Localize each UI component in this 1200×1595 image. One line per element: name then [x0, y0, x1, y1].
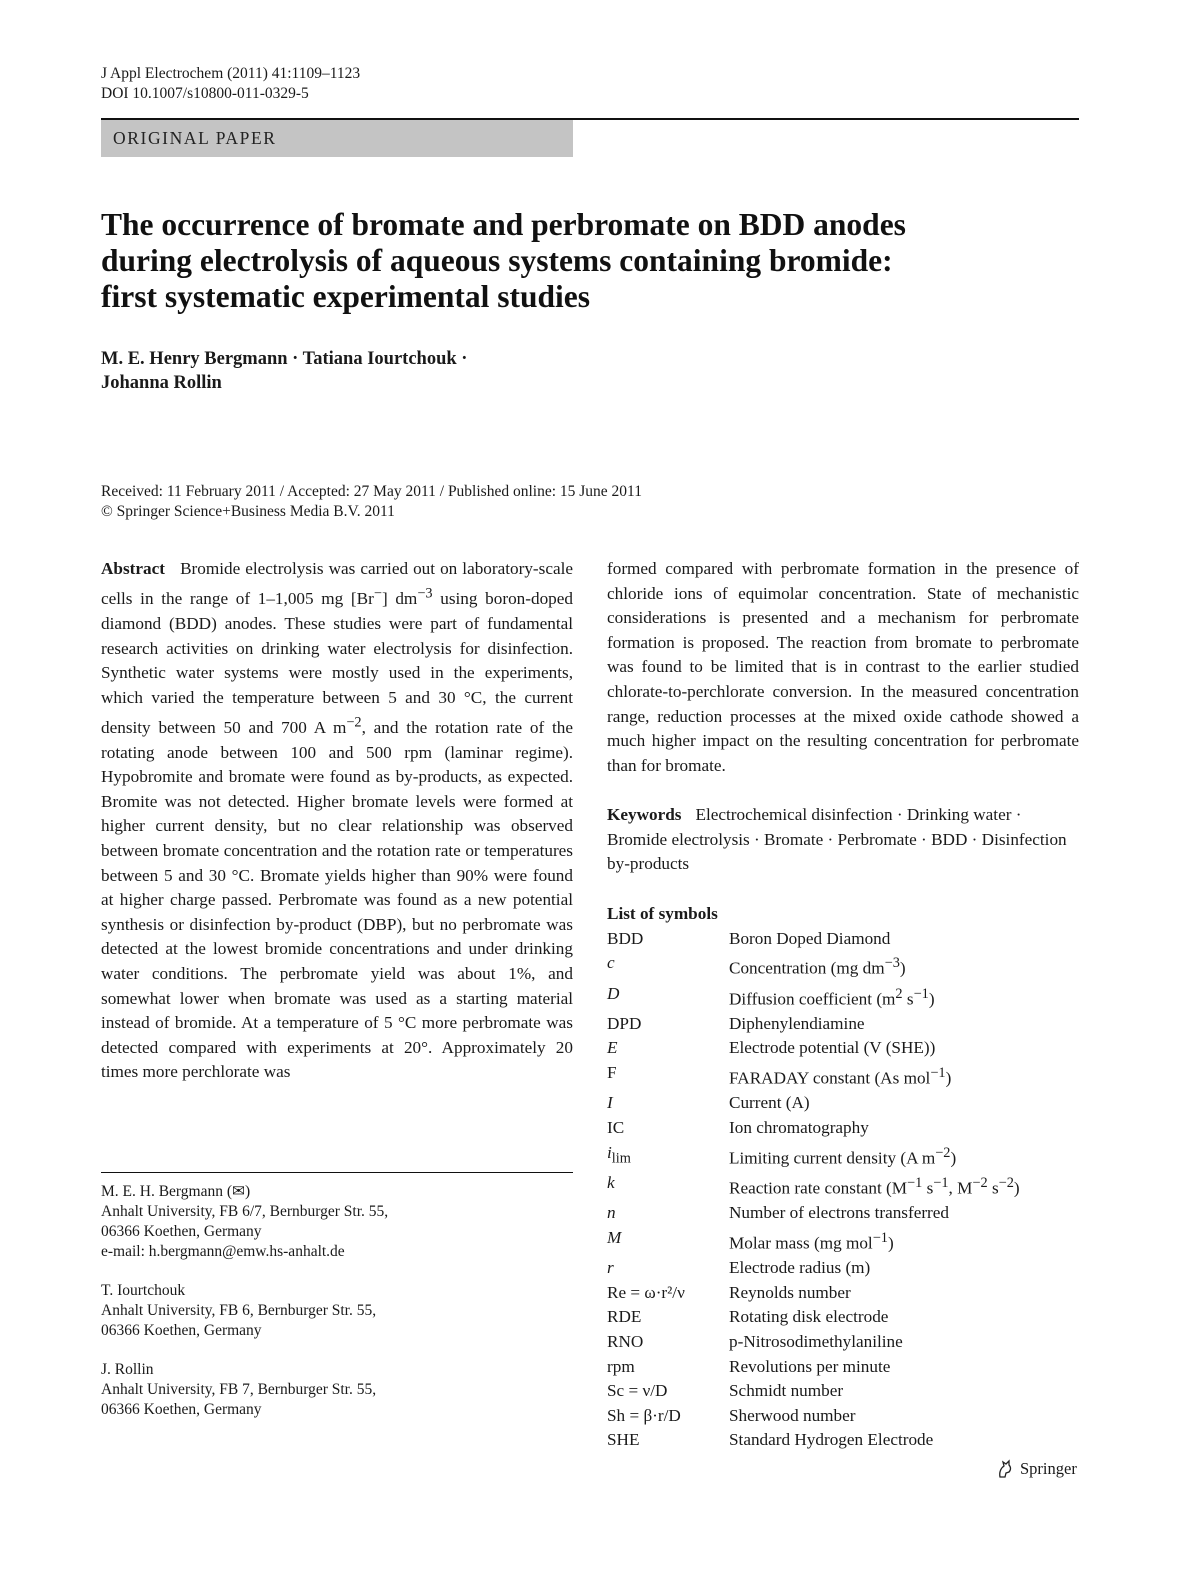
springer-horse-icon	[996, 1459, 1014, 1479]
symbol-term: RDE	[607, 1307, 642, 1327]
author-list	[101, 347, 467, 395]
affiliation-rollin	[101, 1360, 388, 1420]
article-type-banner: ORIGINAL PAPER	[101, 120, 573, 157]
affiliation-address: Anhalt University, FB 6, Bernburger Str. 55,	[101, 1302, 377, 1319]
symbol-term: rpm	[607, 1356, 635, 1376]
symbol-definition: Electrode radius (m)	[729, 1258, 871, 1278]
keywords	[607, 803, 1079, 877]
symbols-list	[607, 902, 1082, 1453]
symbol-definition: Ion chromatography	[729, 1117, 869, 1137]
abstract-left-column	[101, 557, 573, 1085]
symbols-rows	[607, 927, 1082, 1453]
symbol-row	[607, 1201, 1082, 1226]
symbol-term: D	[607, 983, 620, 1003]
symbol-definition: Standard Hydrogen Electrode	[729, 1430, 934, 1450]
symbol-term: Re = ω·r²/ν	[607, 1282, 685, 1302]
affiliation-address: 06366 Koethen, Germany	[101, 1322, 262, 1339]
symbol-definition: Number of electrons transferred	[729, 1203, 949, 1223]
dates-line: Received: 11 February 2011 / Accepted: 27 May 2011 / Published online: 15 June 2011	[101, 483, 642, 500]
symbol-row	[607, 1281, 1082, 1306]
symbol-row	[607, 1428, 1082, 1453]
symbol-row	[607, 951, 1082, 981]
symbol-row	[607, 1036, 1082, 1061]
symbol-term: RNO	[607, 1331, 644, 1351]
symbol-row	[607, 1404, 1082, 1429]
symbol-row	[607, 1256, 1082, 1281]
copyright-line: © Springer Science+Business Media B.V. 2011	[101, 503, 395, 520]
affiliation-rule	[101, 1172, 573, 1173]
symbol-row	[607, 1061, 1082, 1091]
affiliation-email[interactable]: e-mail: h.bergmann@emw.hs-anhalt.de	[101, 1243, 345, 1260]
symbol-definition: Reynolds number	[729, 1282, 851, 1302]
symbol-definition: Sherwood number	[729, 1405, 856, 1425]
symbol-row	[607, 927, 1082, 952]
symbol-row	[607, 1355, 1082, 1380]
title-line: first systematic experimental studies	[101, 279, 591, 314]
symbols-label: List of symbols	[607, 904, 718, 923]
symbol-row	[607, 1171, 1082, 1201]
symbol-term: I	[607, 1093, 613, 1113]
symbol-term: k	[607, 1172, 615, 1192]
affiliation-name: T. Iourtchouk	[101, 1282, 186, 1299]
symbol-term: SHE	[607, 1430, 640, 1450]
affiliation-address: Anhalt University, FB 6/7, Bernburger Str. 55,	[101, 1203, 389, 1220]
symbol-row	[607, 1226, 1082, 1256]
journal-reference: J Appl Electrochem (2011) 41:1109–1123	[101, 65, 361, 82]
symbol-row	[607, 1012, 1082, 1037]
affiliation-address: Anhalt University, FB 7, Bernburger Str. 55,	[101, 1381, 377, 1398]
symbol-definition: Schmidt number	[729, 1381, 844, 1401]
symbol-definition: Limiting current density (A $m^{-2}$)	[729, 1144, 957, 1168]
abstract-text: Bromide electrolysis was carried out on laboratory-scale cells in the range of 1–1,005 mg [Br−] $dm^{-3}$ using boron-doped diamond (BDD) anodes. These studies were part of fundamental research activities on drinking water electrolysis for disinfection. Synthetic water systems were mostly used in the experiments, which varied the temperature between 5 and 30 °C, the current density between 50 and 700 A $m^{-2}$, and the rotation rate of the rotating anode between 100 and 500 rpm (laminar regime). Hypobromite and bromate were found as by-products, as expected. Bromite was not detected. Higher bromate levels were formed at higher current density, but no clear relationship was observed between bromate concentration and the rotation rate or temperatures between 5 and 30 °C. Bromate yields higher than 90% were found at higher charge passed. Perbromate was found as a new potential synthesis or disinfection by-product (DBP), but no perbromate was detected at the lowest bromide concentrations and under drinking water conditions. The perbromate yield was about 1%, and somewhat lower when bromate was used as a starting material instead of bromide. At a temperature of 5 °C more perbromate was detected compared with experiments at 20°. Approximately 20 times more perchlorate was	[101, 559, 574, 1082]
author-line: Johanna Rollin	[101, 373, 222, 393]
symbol-definition: Revolutions per minute	[729, 1356, 891, 1376]
symbol-row	[607, 1305, 1082, 1330]
symbol-row	[607, 1091, 1082, 1116]
symbol-term: BDD	[607, 928, 644, 948]
affiliation-name: J. Rollin	[101, 1361, 154, 1378]
symbol-term: r	[607, 1258, 614, 1278]
title-line: during electrolysis of aqueous systems containing bromide:	[101, 243, 893, 278]
symbol-row	[607, 1141, 1082, 1171]
affiliation-iourtchouk	[101, 1281, 388, 1341]
affiliations	[101, 1182, 388, 1439]
keywords-text: Electrochemical disinfection · Drinking water · Bromide electrolysis · Bromate · Perbromate · BDD · Disinfection by-products	[607, 805, 1067, 874]
publisher-logo	[996, 1459, 1077, 1479]
symbol-definition: p-Nitrosodimethylaniline	[729, 1331, 903, 1351]
symbol-term: DPD	[607, 1013, 642, 1033]
symbol-row	[607, 1330, 1082, 1355]
symbol-definition: Diphenylendiamine	[729, 1013, 865, 1033]
symbol-row	[607, 982, 1082, 1012]
doi: DOI 10.1007/s10800-011-0329-5	[101, 85, 309, 102]
author-line: M. E. Henry Bergmann · Tatiana Iourtchouk ·	[101, 349, 468, 369]
symbol-term: c	[607, 953, 615, 973]
symbol-definition: Current (A)	[729, 1093, 810, 1113]
symbol-definition: Rotating disk electrode	[729, 1307, 889, 1327]
paper-title	[101, 207, 1081, 315]
symbol-term: $i_{lim}$	[607, 1142, 631, 1166]
publisher-name: Springer	[1020, 1459, 1077, 1478]
symbol-definition: Electrode potential (V (SHE))	[729, 1038, 936, 1058]
abstract-right-column: formed compared with perbromate formation in the presence of chloride ions of equimolar concentration. State of mechanistic considerations is presented and a mechanism for perbromate formation is proposed. The reaction from bromate to perbromate was found to be limited that is in contrast to the earlier studied chlorate-to-perchlorate conversion. In the measured concentration range, reduction processes at the mixed oxide cathode showed a much higher impact on the resulting concentration for perbromate than for bromate.	[607, 559, 1079, 775]
title-line: The occurrence of bromate and perbromate on BDD anodes	[101, 207, 906, 242]
affiliation-bergmann	[101, 1182, 388, 1262]
publication-dates	[101, 482, 642, 522]
symbol-term: M	[607, 1227, 622, 1247]
symbol-term: F	[607, 1063, 617, 1083]
symbol-definition: FARADAY constant (As mol$^{-1}$)	[729, 1065, 952, 1088]
symbol-row	[607, 1116, 1082, 1141]
symbol-term: n	[607, 1203, 616, 1223]
symbol-term: Sh = β·r/D	[607, 1405, 681, 1425]
abstract-label: Abstract	[101, 559, 165, 578]
symbol-definition: Diffusion coefficient ($m^2$ $s^{-1}$)	[729, 985, 935, 1009]
affiliation-name: M. E. H. Bergmann (✉)	[101, 1183, 251, 1200]
symbol-term: IC	[607, 1117, 625, 1137]
symbol-definition: Concentration (mg $dm^{-3}$)	[729, 955, 906, 978]
symbol-row	[607, 1379, 1082, 1404]
symbol-term: Sc = ν/D	[607, 1381, 668, 1401]
symbol-definition: Molar mass (mg mol$^{-1}$)	[729, 1229, 894, 1253]
symbol-term: E	[607, 1038, 618, 1058]
affiliation-address: 06366 Koethen, Germany	[101, 1401, 262, 1418]
keywords-label: Keywords	[607, 805, 682, 824]
affiliation-address: 06366 Koethen, Germany	[101, 1223, 262, 1240]
symbol-definition: Reaction rate constant ($M^{-1}$ $s^{-1}$, $M^{-2}$ $s^{-2}$)	[729, 1174, 1020, 1198]
symbol-definition: Boron Doped Diamond	[729, 928, 891, 948]
